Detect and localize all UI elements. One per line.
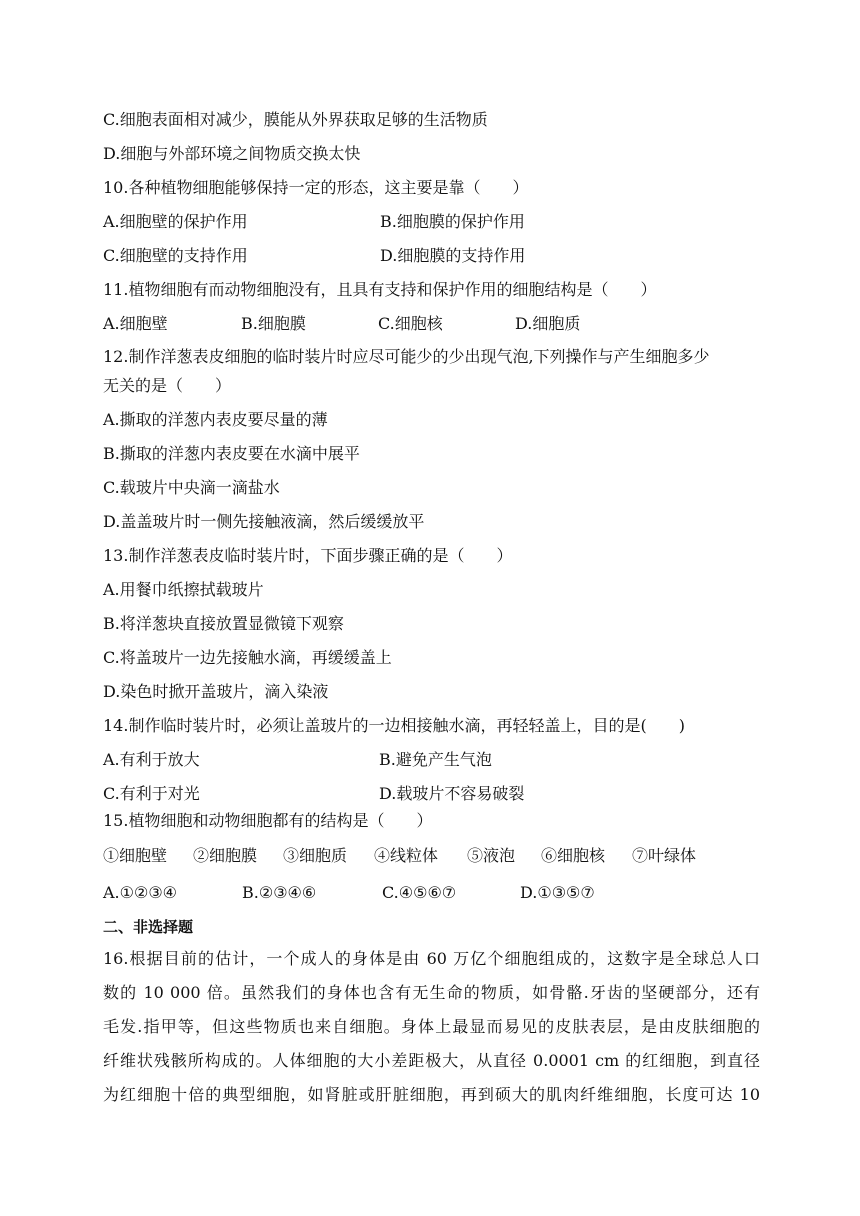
q15-item-5: ⑤液泡	[467, 846, 516, 865]
q11-option-b: B.细胞膜	[241, 314, 306, 333]
q16-line-4: 纤维状残骸所构成的。人体细胞的大小差距极大，从直径 0.0001 cm 的红细胞，到直径	[103, 1051, 760, 1070]
q15-items	[103, 845, 743, 867]
q15-stem: 15.植物细胞和动物细胞都有的结构是（ ）	[103, 811, 433, 830]
q10-option-c: C.细胞壁的支持作用	[103, 246, 248, 265]
q15-item-2: ②细胞膜	[193, 846, 258, 865]
q16-line-2: 数的 10 000 倍。虽然我们的身体也含有无生命的物质，如骨骼.牙齿的坚硬部分，还有	[103, 983, 760, 1002]
q11-option-a: A.细胞壁	[103, 314, 168, 333]
q13-option-c: C.将盖玻片一边先接触水滴，再缓缓盖上	[103, 648, 392, 667]
q13-option-d: D.染色时掀开盖玻片，滴入染液	[103, 682, 329, 701]
q13-option-a: A.用餐巾纸擦拭载玻片	[103, 580, 264, 599]
q14-option-c: C.有利于对光	[103, 784, 200, 803]
q15-item-6: ⑥细胞核	[541, 846, 606, 865]
q10-stem: 10.各种植物细胞能够保持一定的形态，这主要是靠（ ）	[103, 178, 529, 197]
section-heading-non-choice: 二、非选择题	[103, 918, 194, 936]
q14-options-row1	[103, 749, 703, 771]
q12-stem-line1: 12.制作洋葱表皮细胞的临时装片时应尽可能少的少出现气泡,下列操作与产生细胞多少	[103, 347, 710, 366]
q14-option-d: D.载玻片不容易破裂	[379, 784, 525, 803]
q15-item-4: ④线粒体	[374, 846, 439, 865]
q15-item-3: ③细胞质	[283, 846, 348, 865]
q11-stem: 11.植物细胞有而动物细胞没有，且具有支持和保护作用的细胞结构是（ ）	[103, 280, 657, 299]
q15-option-c: C.④⑤⑥⑦	[382, 883, 457, 902]
q10-option-a: A.细胞壁的保护作用	[103, 212, 248, 231]
q12-option-b: B.撕取的洋葱内表皮要在水滴中展平	[103, 444, 360, 463]
q10-option-d: D.细胞膜的支持作用	[380, 246, 526, 265]
q11-option-c: C.细胞核	[378, 314, 443, 333]
q13-stem: 13.制作洋葱表皮临时装片时，下面步骤正确的是（ ）	[103, 546, 513, 565]
q12-option-d: D.盖盖玻片时一侧先接触液滴，然后缓缓放平	[103, 512, 425, 531]
q9-option-d: D.细胞与外部环境之间物质交换太快	[103, 144, 361, 163]
q15-option-b: B.②③④⑥	[242, 883, 317, 902]
q14-options-row2	[103, 783, 703, 805]
q15-options	[103, 882, 703, 904]
q16-line-1: 16.根据目前的估计，一个成人的身体是由 60 万亿个细胞组成的，这数字是全球总人口	[103, 949, 760, 968]
q14-option-b: B.避免产生气泡	[379, 750, 492, 769]
q15-item-7: ⑦叶绿体	[632, 846, 697, 865]
q13-option-b: B.将洋葱块直接放置显微镜下观察	[103, 614, 344, 633]
q11-options	[103, 313, 703, 335]
q16-line-3: 毛发.指甲等，但这些物质也来自细胞。身体上最显而易见的皮肤表层，是由皮肤细胞的	[103, 1017, 760, 1036]
q15-option-a: A.①②③④	[103, 883, 178, 902]
q14-stem: 14.制作临时装片时，必须让盖玻片的一边相接触水滴，再轻轻盖上，目的是( )	[103, 716, 685, 735]
q12-option-a: A.撕取的洋葱内表皮要尽量的薄	[103, 410, 328, 429]
q14-option-a: A.有利于放大	[103, 750, 200, 769]
q15-item-1: ①细胞壁	[103, 846, 168, 865]
q10-option-b: B.细胞膜的保护作用	[380, 212, 525, 231]
q12-stem-line2: 无关的是（ ）	[103, 376, 232, 395]
q15-option-d: D.①③⑤⑦	[520, 883, 595, 902]
q16-line-5: 为红细胞十倍的典型细胞，如肾脏或肝脏细胞，再到硕大的肌肉纤维细胞，长度可达 10	[103, 1085, 760, 1104]
q10-options-row1	[103, 211, 703, 233]
q12-option-c: C.载玻片中央滴一滴盐水	[103, 478, 280, 497]
q10-options-row2	[103, 245, 703, 267]
q9-option-c: C.细胞表面相对减少，膜能从外界获取足够的生活物质	[103, 110, 488, 129]
q11-option-d: D.细胞质	[515, 314, 581, 333]
